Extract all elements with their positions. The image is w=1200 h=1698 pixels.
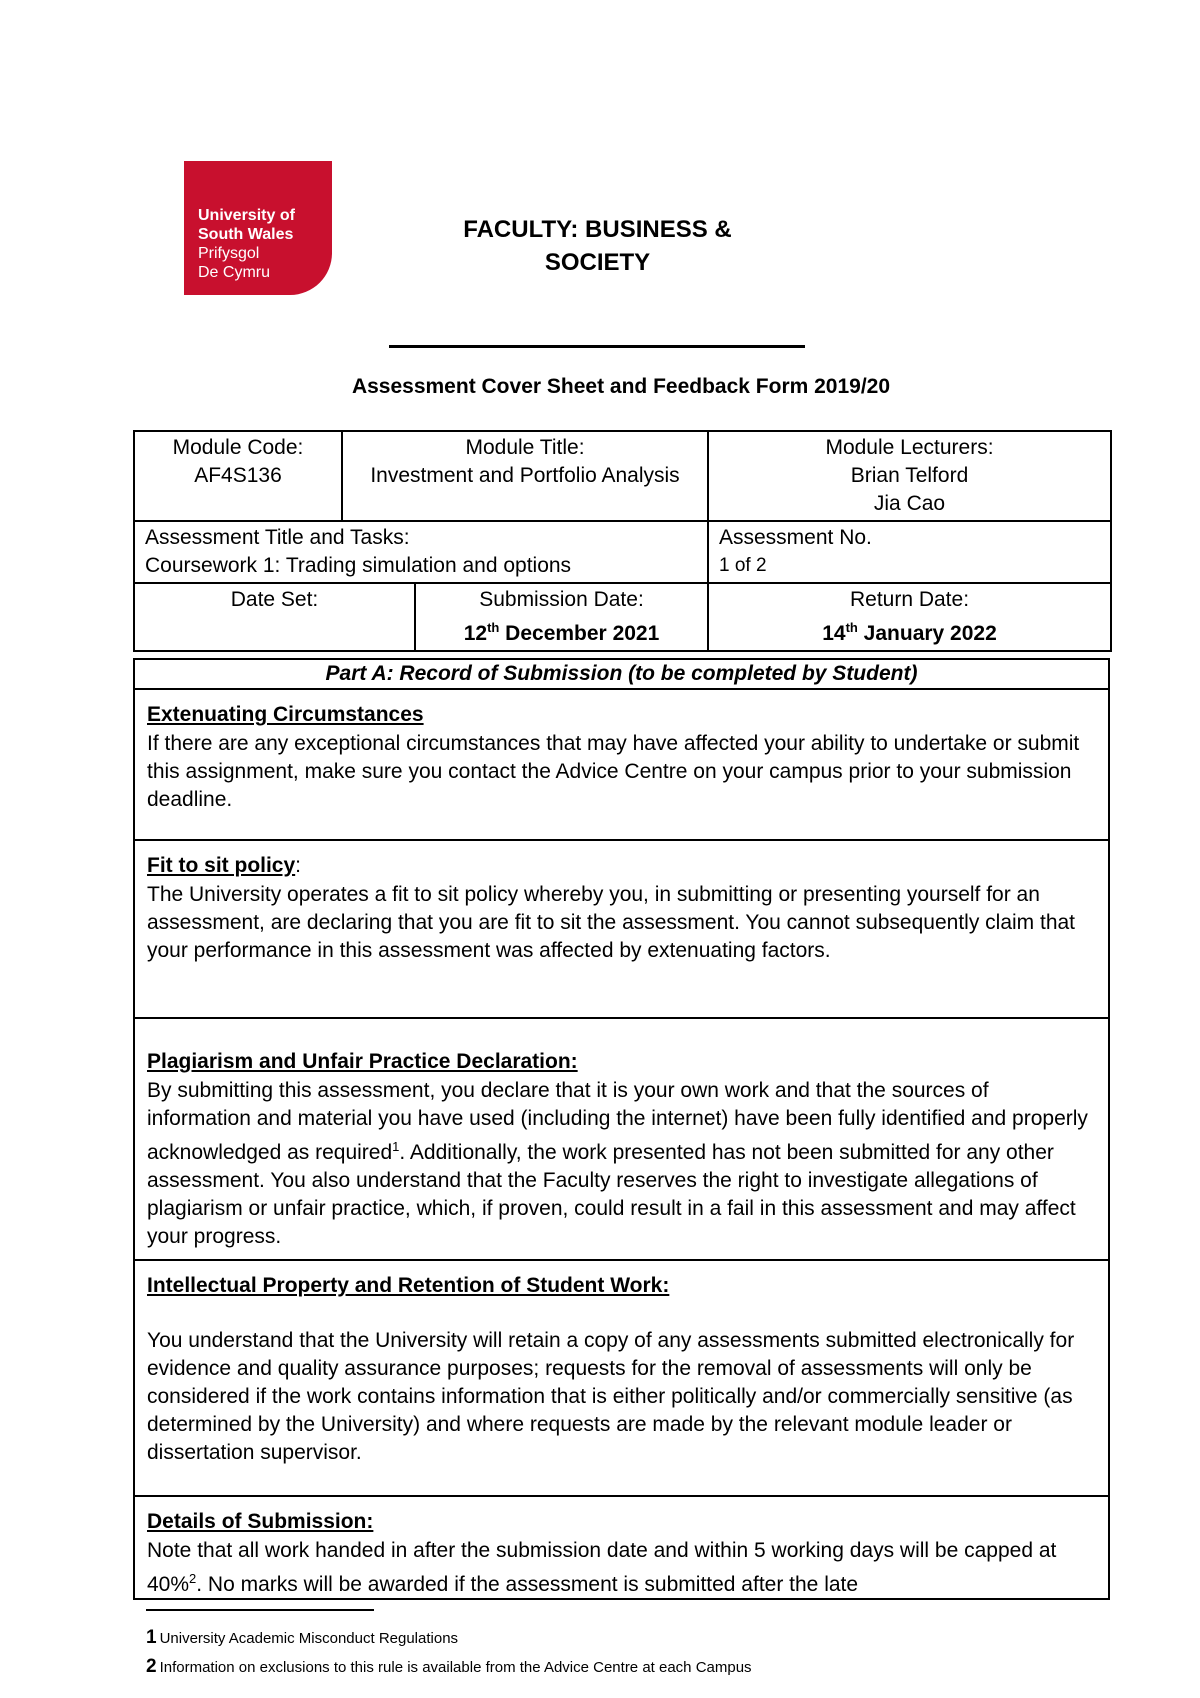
logo-line-2: South Wales — [198, 226, 294, 243]
submission-date-cell — [415, 583, 708, 651]
submission-day: 12 — [463, 622, 488, 645]
footnote-1-text: University Academic Misconduct Regulations — [159, 1630, 459, 1647]
plagiarism-body — [147, 1077, 1098, 1251]
faculty-line-1: FACULTY: BUSINESS & — [463, 216, 732, 243]
footnote-2-text: Information on exclusions to this rule is available from the Advice Centre at each Campus — [159, 1659, 752, 1676]
fit-to-sit-section — [135, 841, 1108, 1019]
footnote-1-number: 1 — [146, 1627, 157, 1648]
heading-rule — [389, 345, 805, 348]
module-lecturers-label: Module Lecturers: — [825, 436, 994, 459]
lecturer-2: Jia Cao — [873, 492, 946, 515]
assessment-title-label: Assessment Title and Tasks: — [145, 526, 410, 549]
logo-line-1: University of — [198, 207, 295, 224]
plagiarism-title: Plagiarism and Unfair Practice Declaration: — [147, 1050, 578, 1073]
assessment-no-cell — [708, 521, 1111, 583]
lecturer-1: Brian Telford — [850, 464, 969, 487]
submission-day-suffix: th — [487, 620, 500, 635]
plagiarism-section — [135, 1019, 1108, 1261]
plagiarism-body-a: By submitting this assessment, you declare that it is your own work and that the sources of information and material you have used (including the internet) have been fully identified and properly acknowledged as required — [147, 1079, 1088, 1164]
fit-to-sit-title: Fit to sit policy — [147, 854, 296, 877]
footnote-2 — [146, 1657, 752, 1678]
form-title: Assessment Cover Sheet and Feedback Form 2019/20 — [351, 375, 891, 398]
extenuating-title: Extenuating Circumstances — [147, 703, 424, 726]
faculty-line-2: SOCIETY — [544, 249, 651, 276]
fit-to-sit-colon: : — [295, 854, 302, 877]
submission-month-year: December 2021 — [499, 622, 660, 645]
ip-body: You understand that the University will retain a copy of any assessments submitted electronically for evidence and quality assurance purposes; requests for the removal of assessments will only be considered if the work contains information that is either politically and/or commercially sensitive (as determined by the University) and where requests are made by the relevant module leader or dissertation supervisor. — [147, 1329, 1075, 1464]
date-set-label: Date Set: — [230, 588, 319, 611]
university-logo — [184, 161, 332, 295]
module-code-value: AF4S136 — [194, 464, 282, 487]
return-month-year: January 2022 — [857, 622, 997, 645]
assessment-no-label: Assessment No. — [719, 526, 872, 549]
plagiarism-body-b: . Additionally, the work presented has not been submitted for any other assessment. You also understand that the Faculty reserves the right to investigate allegations of plagiarism or unfair practice, which, if proven, could result in a fail in this assessment and may affect your progress. — [147, 1141, 1076, 1248]
module-code-label: Module Code: — [172, 436, 304, 459]
footnote-ref-1: 1 — [392, 1139, 400, 1154]
logo-line-3: Prifysgol — [198, 245, 260, 262]
extenuating-body: If there are any exceptional circumstances that may have affected your ability to undertake or submit this assignment, make sure you contact the Advice Centre on your campus prior to your submission deadline. — [147, 732, 1080, 811]
footnote-1 — [146, 1628, 458, 1649]
submission-date-label: Submission Date: — [479, 588, 644, 611]
footnote-rule — [146, 1609, 374, 1611]
faculty-heading — [420, 213, 775, 279]
fit-to-sit-body: The University operates a fit to sit policy whereby you, in submitting or presenting yourself for an assessment, are declaring that you are fit to sit the assessment. You cannot subsequently claim that your performance in this assessment was affected by extenuating factors. — [147, 883, 1076, 962]
footnote-2-number: 2 — [146, 1656, 157, 1677]
module-lecturers-cell — [708, 431, 1111, 521]
return-day-suffix: th — [845, 620, 858, 635]
details-body-a: Note that all work handed in after the submission date and within 5 working days will be capped at 40% — [147, 1539, 1057, 1596]
logo-line-4: De Cymru — [198, 264, 271, 281]
footnote-ref-2: 2 — [189, 1571, 197, 1586]
extenuating-section — [135, 690, 1108, 841]
ip-section — [135, 1261, 1108, 1497]
details-body — [147, 1537, 1098, 1599]
date-set-cell — [134, 583, 415, 651]
module-info-table — [133, 430, 1112, 652]
submission-date-value — [426, 614, 697, 648]
details-title: Details of Submission: — [147, 1510, 374, 1533]
assessment-no-value: 1 of 2 — [719, 555, 767, 576]
module-title-label: Module Title: — [465, 436, 585, 459]
return-day: 14 — [822, 622, 846, 645]
assessment-title-cell — [134, 521, 708, 583]
module-code-cell — [134, 431, 342, 521]
part-a-heading: Part A: Record of Submission (to be completed by Student) — [135, 660, 1108, 690]
module-title-value: Investment and Portfolio Analysis — [370, 464, 680, 487]
assessment-title-value: Coursework 1: Trading simulation and options — [145, 554, 572, 577]
return-date-value — [719, 614, 1100, 648]
module-title-cell — [342, 431, 708, 521]
details-body-b: . No marks will be awarded if the assessment is submitted after the late — [196, 1573, 859, 1596]
details-section — [135, 1497, 1108, 1599]
ip-title: Intellectual Property and Retention of Student Work: — [147, 1274, 670, 1297]
return-date-label: Return Date: — [849, 588, 970, 611]
return-date-cell — [708, 583, 1111, 651]
part-a-box — [133, 658, 1110, 1600]
